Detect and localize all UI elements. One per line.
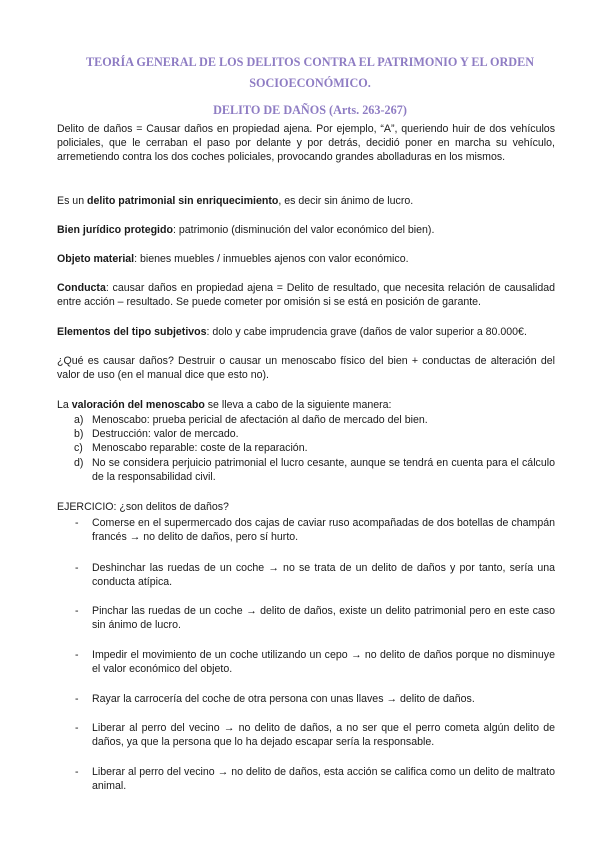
exercise-item: [57, 765, 555, 793]
elementos-text: : dolo y cabe imprudencia grave (daños de valor superior a 80.000€.: [206, 326, 527, 338]
exercise-item: [57, 604, 555, 632]
list-item-text: Menoscabo: prueba pericial de afectación al daño de mercado del bien.: [92, 414, 428, 426]
elementos-paragraph: [57, 325, 555, 339]
section-subtitle: DELITO DE DAÑOS (Arts. 263-267): [213, 103, 407, 117]
exercise-item: [57, 561, 555, 589]
patrimonial-prefix: Es un: [57, 195, 88, 207]
bien-juridico-text: : patrimonio (disminución del valor económico del bien).: [172, 224, 435, 236]
exercise-text: Impedir el movimiento de un coche utilizando un cepo → no delito de daños porque no disminuye el valor económico del objeto.: [92, 649, 555, 676]
list-marker: b): [74, 428, 84, 441]
intro-paragraph: Delito de daños = Causar daños en propiedad ajena. Por ejemplo, “A”, queriendo huir de dos vehículos policiales, que le cerraban el paso por delante y por detrás, decidió poner en marcha su vehículo, arremetiendo contra los dos coches policiales, provocando grandes abolladuras en los mismos.: [57, 123, 555, 164]
exercise-marker: -: [75, 693, 79, 705]
list-item: [57, 427, 555, 441]
exercise-text: Liberar al perro del vecino → no delito de daños, a no ser que el perro cometa algún delito de daños, ya que la persona que lo ha dejado escapar sería la responsable.: [92, 722, 555, 749]
exercise-text: Rayar la carrocería del coche de otra persona con unas llaves → delito de daños.: [92, 693, 475, 705]
valoracion-paragraph: [57, 398, 555, 412]
bien-juridico-label: Bien jurídico protegido: [57, 224, 173, 236]
elementos-label: Elementos del tipo subjetivos: [57, 326, 207, 338]
exercise-text: Liberar al perro del vecino → no delito de daños, esta acción se califica como un delito de maltrato animal.: [92, 766, 555, 793]
patrimonial-bold: delito patrimonial sin enriquecimiento: [87, 195, 279, 207]
list-item: [57, 456, 555, 484]
exercise-item: [57, 648, 555, 676]
list-item: [57, 441, 555, 455]
exercise-text: Deshinchar las ruedas de un coche → no se trata de un delito de daños y por tanto, sería una conducta atípica.: [92, 562, 555, 589]
exercise-marker: -: [75, 605, 79, 617]
exercise-marker: -: [75, 766, 79, 778]
list-marker: d): [74, 456, 84, 469]
valoracion-suffix: se lleva a cabo de la siguiente manera:: [204, 399, 392, 411]
exercise-marker: -: [75, 562, 79, 574]
valoracion-list: [57, 413, 555, 484]
exercise-item: [57, 516, 555, 544]
exercise-item: [57, 692, 555, 706]
conducta-label: Conducta: [57, 282, 106, 294]
valoracion-bold: valoración del menoscabo: [71, 399, 205, 411]
list-item-text: Menoscabo reparable: coste de la reparación.: [92, 442, 308, 455]
exercise-marker: -: [75, 722, 79, 734]
objeto-paragraph: [57, 252, 555, 266]
exercise-text: Pinchar las ruedas de un coche → delito de daños, existe un delito patrimonial pero en este caso sin ánimo de lucro.: [92, 605, 555, 632]
bien-juridico-paragraph: [57, 223, 555, 237]
ejercicio-heading: EJERCICIO: ¿son delitos de daños?: [57, 501, 229, 513]
patrimonial-suffix: , es decir sin ánimo de lucro.: [278, 195, 414, 207]
objeto-label: Objeto material: [57, 253, 135, 265]
exercise-marker: -: [75, 517, 79, 529]
list-item-text: No se considera perjuicio patrimonial el lucro cesante, aunque se tendrá en cuenta para el cálculo de la responsabilidad civil.: [92, 456, 555, 483]
valoracion-prefix: La: [57, 399, 72, 411]
objeto-text: : bienes muebles / inmuebles ajenos con valor económico.: [134, 253, 409, 265]
patrimonial-paragraph: [57, 194, 555, 208]
list-item-text: Destrucción: valor de mercado.: [92, 428, 239, 441]
document-title: TEORÍA GENERAL DE LOS DELITOS CONTRA EL PATRIMONIO Y EL ORDEN SOCIOECONÓMICO.: [85, 55, 535, 90]
conducta-text: : causar daños en propiedad ajena = Delito de resultado, que necesita relación de causalidad entre acción – resultado. Se puede cometer por omisión si se está en posición de garante.: [57, 282, 555, 309]
exercise-text: Comerse en el supermercado dos cajas de caviar ruso acompañadas de dos botellas de champán francés → no delito de daños, pero sí hurto.: [92, 517, 555, 544]
conducta-paragraph: [57, 281, 555, 309]
list-item: [57, 413, 555, 427]
list-marker: a): [74, 414, 84, 426]
question-paragraph: ¿Qué es causar daños? Destruir o causar un menoscabo físico del bien + conductas de alteración del valor de uso (en el manual dice que esto no).: [57, 355, 555, 382]
exercise-item: [57, 721, 555, 749]
exercise-marker: -: [75, 649, 79, 661]
list-marker: c): [74, 442, 83, 455]
